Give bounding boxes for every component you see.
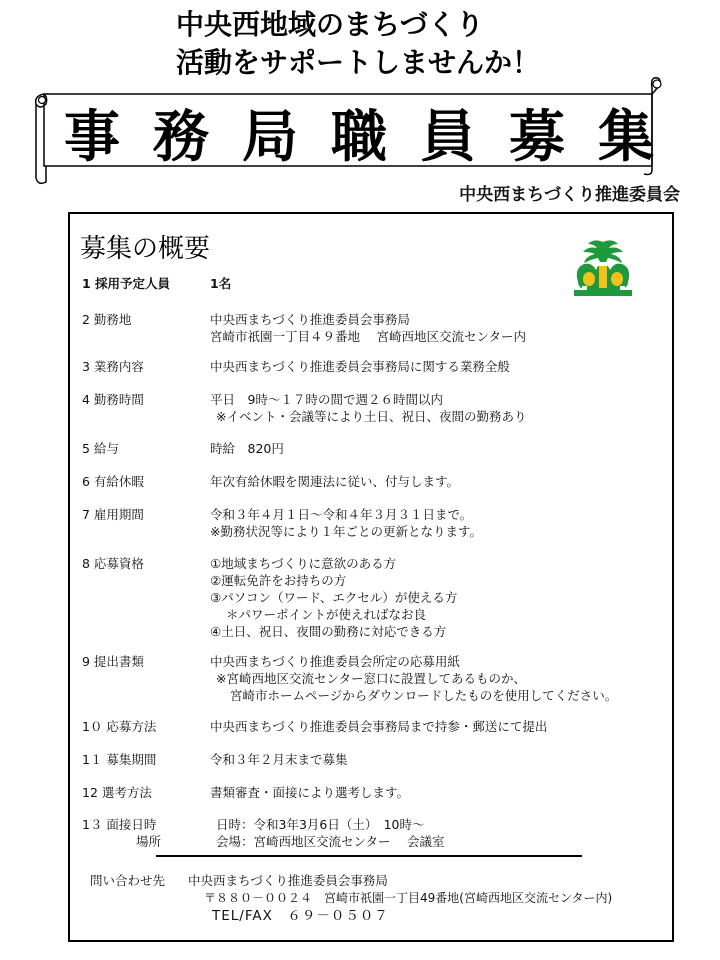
item-label: 1０ 応募方法 (82, 719, 157, 734)
item-value: 時給 820円 (210, 441, 284, 456)
item-value-line: 令和３年４月１日～令和４年３月３１日まで。 (210, 507, 473, 522)
contact-address: 〒８８０－００２４ 宮崎市祇園一丁目49番地(宮崎西地区交流センター内) (204, 891, 613, 905)
banner-title (64, 98, 654, 168)
item-value-line: 平日 9時～１７時の間で週２６時間以内 (210, 392, 443, 407)
headline (176, 6, 696, 82)
headline-line-2: 活動をサポートしませんか！ (176, 46, 541, 79)
item-label: 5 給与 (82, 441, 119, 456)
banner-char: 局 (242, 104, 298, 170)
organization-name: 中央西まちづくり推進委員会 (459, 185, 680, 205)
item-label: 4 勤務時間 (82, 392, 144, 407)
item-label: 9 提出書類 (82, 654, 144, 669)
banner-char: 募 (509, 104, 565, 170)
item-value-line: ※イベント・会議等により土日、祝日、夜間の勤務あり (216, 409, 527, 424)
item-value (210, 311, 526, 345)
banner-char: 員 (420, 104, 476, 170)
item-value-line: 日時：令和3年3月6日（土） 10時～ (216, 817, 425, 832)
item-label: 2 勤務地 (82, 312, 132, 327)
divider (156, 855, 582, 857)
item-value-line: ③パソコン（ワード、エクセル）が使える方 (210, 590, 458, 605)
item-value-line: ①地域まちづくりに意欲のある方 (210, 556, 397, 571)
contact-phone: TEL/FAX ６９－０５０７ (212, 908, 389, 924)
item-value (216, 816, 444, 850)
item-value-line: 宮崎市ホームページからダウンロードしたものを使用してください。 (230, 688, 618, 703)
item-value: 1名 (210, 276, 232, 291)
item-label-line: 場所 (136, 834, 162, 849)
item-value-line: 宮崎市祇園一丁目４９番地 宮崎西地区交流センター内 (210, 329, 526, 344)
headline-line-1: 中央西地域のまちづくり (176, 8, 484, 41)
banner-char: 集 (598, 104, 654, 170)
contact-organization: 中央西まちづくり推進委員会事務局 (188, 873, 388, 888)
item-label: 1 採用予定人員 (82, 276, 171, 291)
item-label: 7 雇用期間 (82, 507, 144, 522)
banner-char: 事 (64, 104, 120, 170)
item-value (210, 653, 617, 704)
item-label: 8 応募資格 (82, 556, 144, 571)
item-label (82, 816, 161, 850)
item-value (210, 391, 526, 425)
item-value: 令和３年２月末まで募集 (210, 752, 348, 767)
item-value-line: 会場：宮崎西地区交流センター 会議室 (216, 834, 445, 849)
item-value: 中央西まちづくり推進委員会事務局に関する業務全般 (210, 359, 510, 374)
banner-char: 務 (153, 104, 209, 170)
item-label: 1１ 募集期間 (82, 752, 157, 767)
item-label: 3 業務内容 (82, 359, 144, 374)
item-value: 中央西まちづくり推進委員会事務局まで持参・郵送にて提出 (210, 719, 548, 734)
item-value-line: ※勤務状況等により１年ごとの更新となります。 (210, 524, 482, 539)
item-value: 年次有給休暇を関連法に従い、付与します。 (210, 474, 460, 489)
banner-char: 職 (331, 104, 387, 170)
item-label-line: 1３ 面接日時 (82, 817, 157, 832)
item-value-line: 中央西まちづくり推進委員会所定の応募用紙 (210, 654, 460, 669)
item-value-line: 中央西まちづくり推進委員会事務局 (210, 312, 410, 327)
item-value (210, 506, 482, 540)
item-value-line: ＊パワーポイントが使えればなお良 (226, 607, 427, 622)
item-value-line: ④土日、祝日、夜間の勤務に対応できる方 (210, 624, 447, 639)
contact-label: 問い合わせ先 (90, 873, 166, 888)
item-value-line: ②運転免許をお持ちの方 (210, 573, 347, 588)
item-value (210, 555, 457, 640)
item-value: 書類審査・面接により選考します。 (210, 785, 410, 800)
item-label: 6 有給休暇 (82, 474, 144, 489)
item-label: 12 選考方法 (82, 785, 152, 800)
organization-logo-icon (570, 236, 636, 302)
item-value-line: ※宮崎西地区交流センター窓口に設置してあるものか、 (216, 671, 526, 686)
section-title: 募集の概要 (80, 234, 211, 264)
